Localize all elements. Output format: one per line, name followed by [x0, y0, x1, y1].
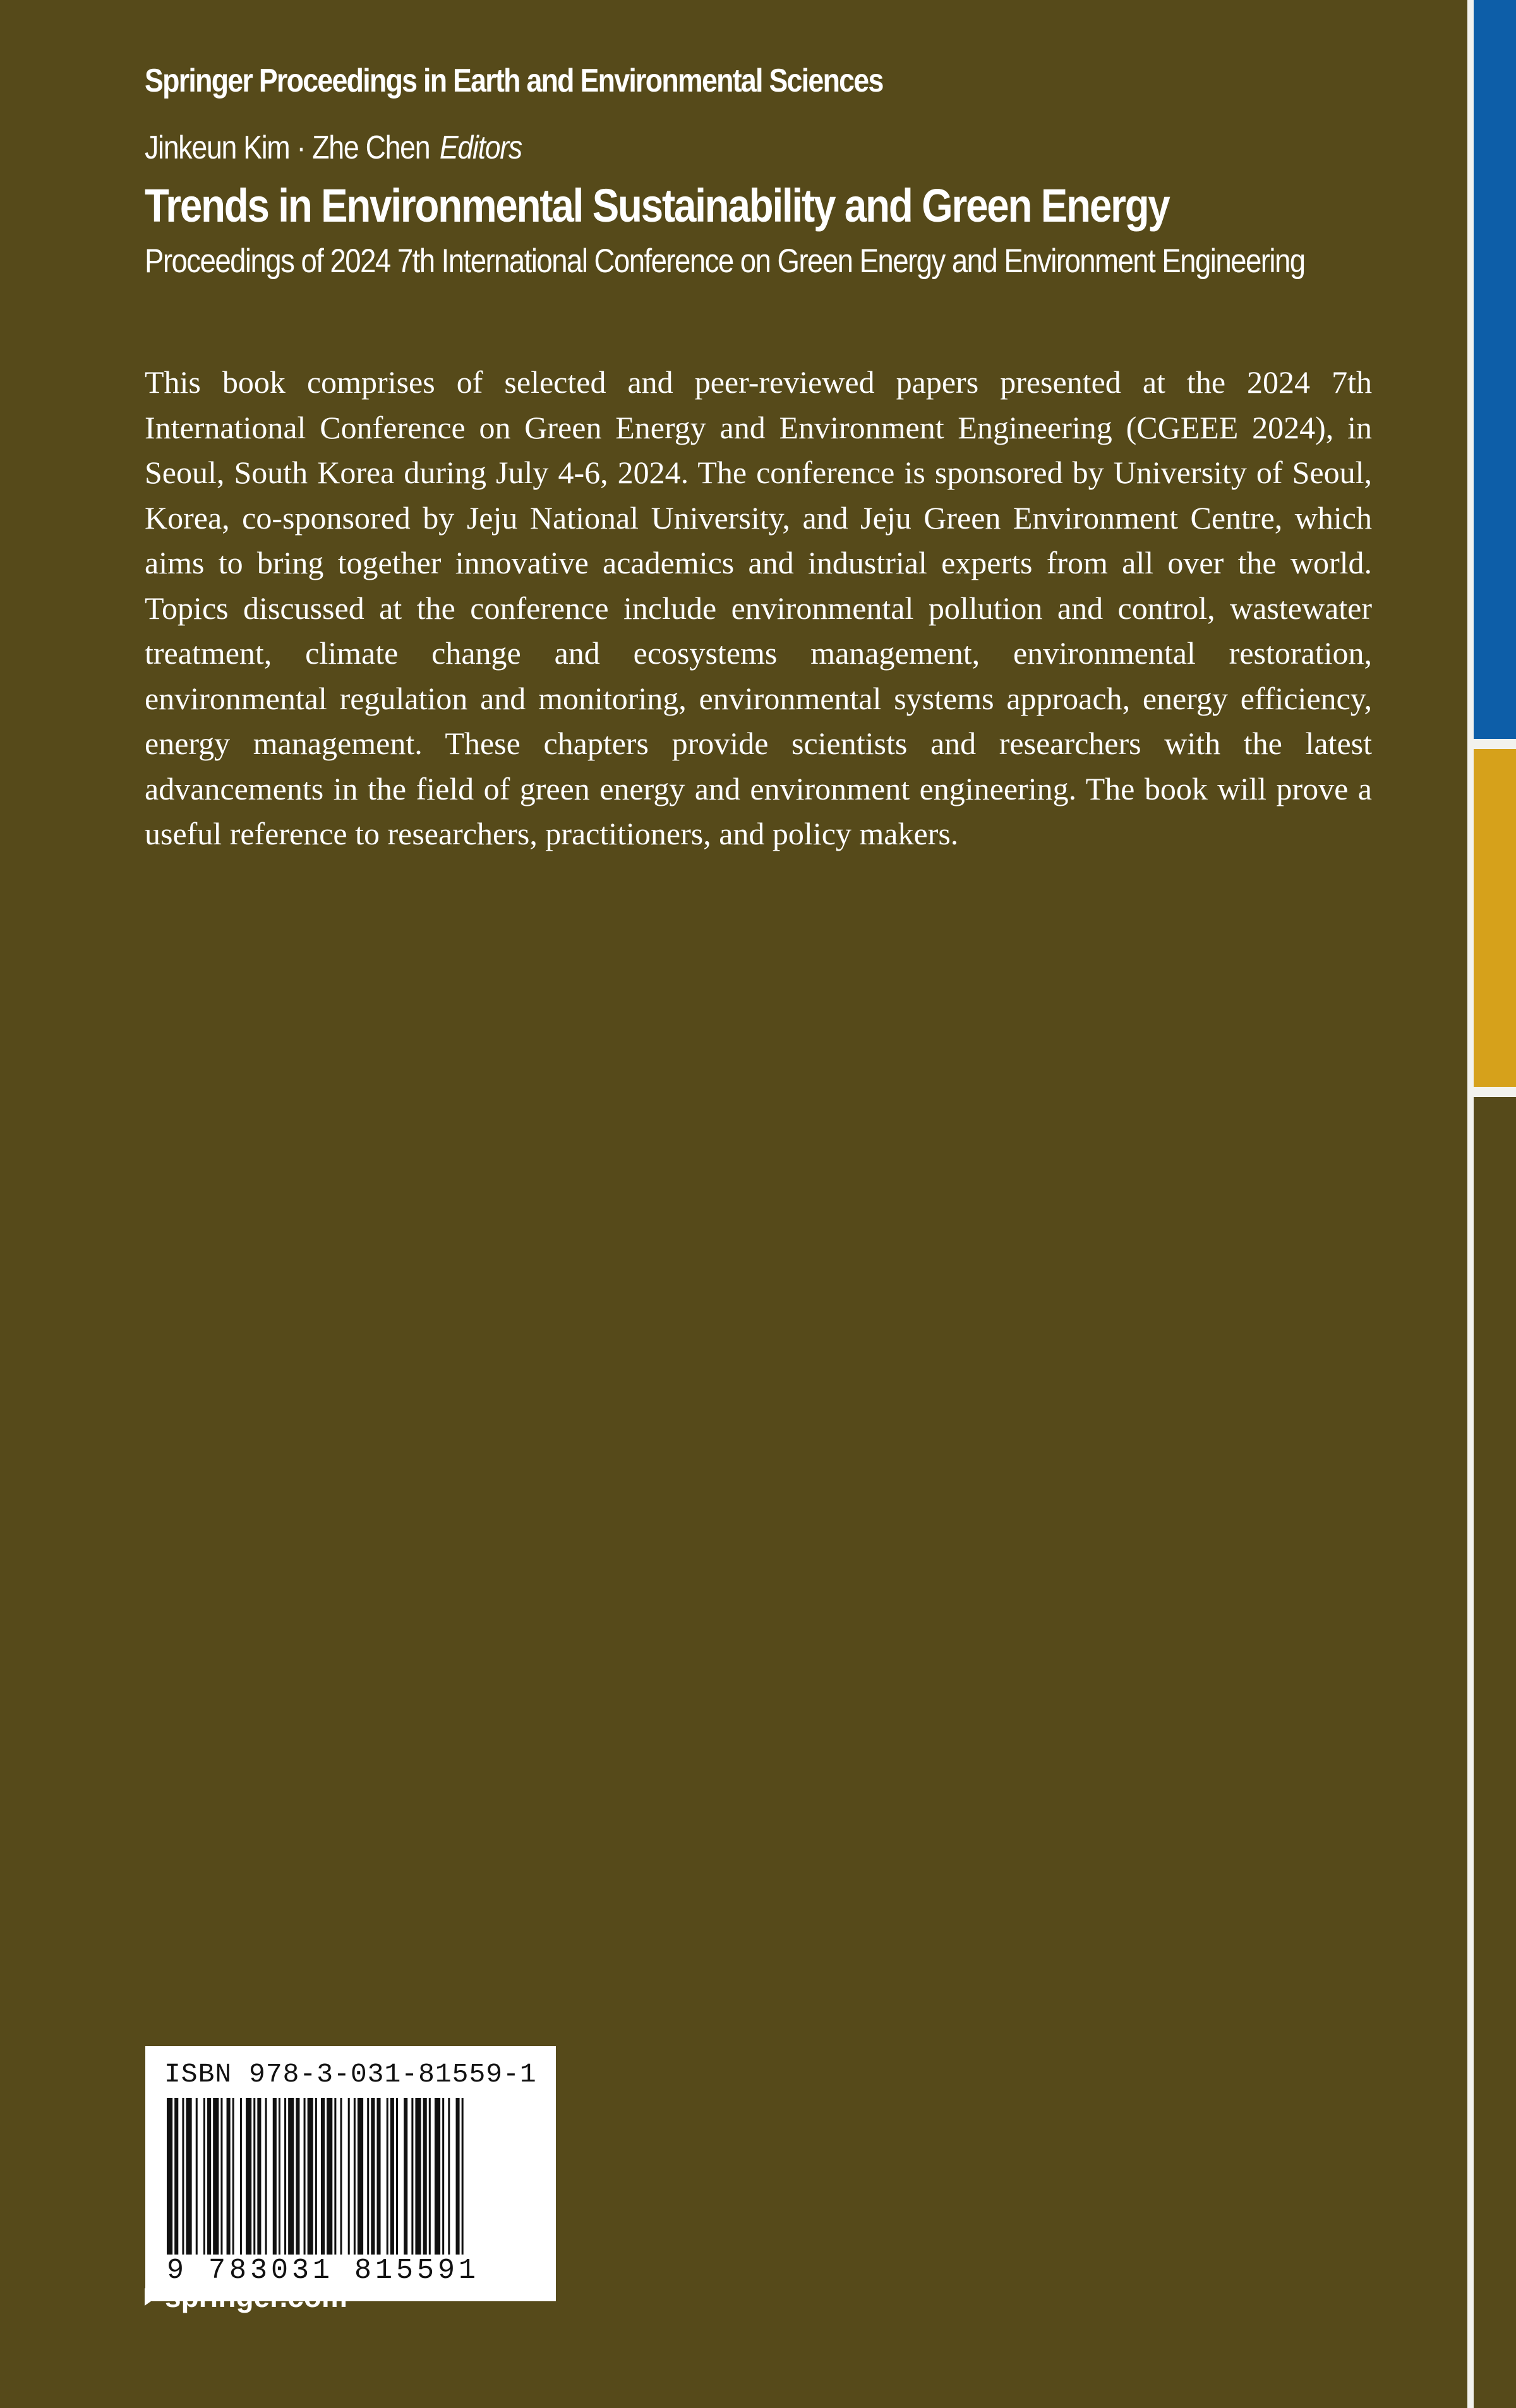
- series-title: Springer Proceedings in Earth and Environmental Sciences: [145, 63, 883, 99]
- barcode-icon: [167, 2098, 534, 2281]
- spine-band-blue: [1474, 0, 1516, 739]
- editors-line: [145, 129, 522, 167]
- spine-band-olive: [1474, 1097, 1516, 2408]
- spine-gap: [1474, 739, 1516, 749]
- book-title: Trends in Environmental Sustainability and Green Energy: [145, 179, 1169, 232]
- editor-names: Jinkeun Kim · Zhe Chen: [145, 129, 430, 166]
- book-subtitle: Proceedings of 2024 7th International Conference on Green Energy and Environment Engineering: [145, 243, 1305, 280]
- isbn-barcode-box: [145, 2046, 556, 2301]
- isbn-label: ISBN 978-3-031-81559-1: [164, 2059, 537, 2090]
- book-description: This book comprises of selected and peer-reviewed papers presented at the 2024 7th International Conference on Green Energy and Environment Engineering (CGEEE 2024), in Seoul, South Korea during July 4-6, 2024. The conference is sponsored by University of Seoul, Korea, co-sponsored by Jeju National University, and Jeju Green Environment Centre, which aims to bring together innovative academics and industrial experts from all over the world. Topics discussed at the conference include environmental pollution and control, wastewater treatment, climate change and ecosystems management, environmental restoration, environmental regulation and monitoring, environmental systems approach, energy efficiency, energy management. These chapters provide scientists and researchers with the latest advancements in the field of green energy and environment engineering. The book will prove a useful reference to researchers, practitioners, and policy makers.: [145, 364, 1372, 851]
- website-link[interactable]: [145, 2280, 347, 2314]
- spine-band-yellow: [1474, 749, 1516, 1087]
- editors-role: Editors: [439, 129, 522, 166]
- barcode-digits: 9 783031 815591: [167, 2255, 480, 2287]
- website-url[interactable]: springer.com: [165, 2280, 347, 2313]
- spine-gap: [1474, 1087, 1516, 1097]
- play-arrow-icon: [145, 2288, 157, 2306]
- spine-divider: [1467, 0, 1474, 2408]
